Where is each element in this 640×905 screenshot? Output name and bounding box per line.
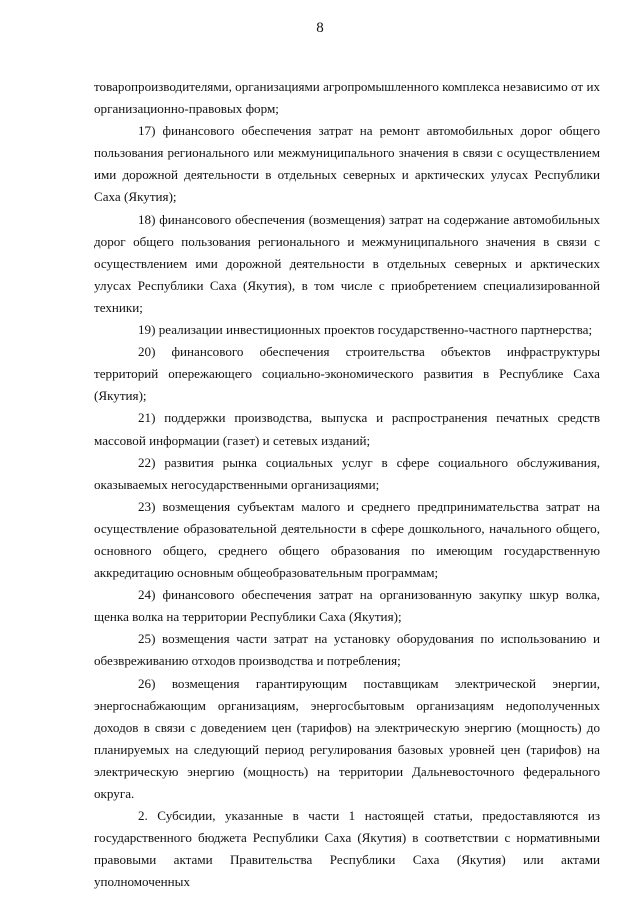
list-item-20: 20) финансового обеспечения строительства объектов инфраструктуры территорий опережающего социально-экономического развития в Республике Саха (Якутия); [94, 344, 600, 404]
list-item-24: 24) финансового обеспечения затрат на организованную закупку шкур волка, щенка волка на территории Республики Саха (Якутия); [94, 587, 600, 625]
list-item-26: 26) возмещения гарантирующим поставщикам электрической энергии, энергоснабжающим организациям, энергосбытовым организациям недополученных доходов в связи с доведением цен (тарифов) на электрическую энергию (мощность) до планируемых на следующий период регулирования базовых уровней цен (тарифов) на электрическую энергию (мощность) на территории Дальневосточного федерального округа. [94, 675, 600, 801]
list-item-25: 25) возмещения части затрат на установку оборудования по использованию и обезвреживанию отходов производства и потребления; [94, 631, 600, 669]
list-item-18: 18) финансового обеспечения (возмещения) затрат на содержание автомобильных дорог общего пользования регионального и межмуниципального значения в связи с осуществлением ими дорожной деятельности в отдельных северных и арктических улусах Республики Саха (Якутия), в том числе с приобретением специализированной техники; [94, 211, 600, 315]
list-item-19: 19) реализации инвестиционных проектов государственно-частного партнерства; [138, 322, 593, 338]
document-body [94, 76, 600, 893]
list-item-22: 22) развития рынка социальных услуг в сфере социального обслуживания, оказываемых негосударственными организациями; [94, 454, 600, 492]
section-2-paragraph: 2. Субсидии, указанные в части 1 настоящей статьи, предоставляются из государственного бюджета Республики Саха (Якутия) в соответствии с нормативными правовыми актами Правительства Республики Саха (Якутия) или актами уполномоченных [94, 808, 600, 890]
paragraph-continuation: товаропроизводителями, организациями агропромышленного комплекса независимо от их организационно-правовых форм; [94, 79, 600, 117]
list-item-17: 17) финансового обеспечения затрат на ремонт автомобильных дорог общего пользования регионального или межмуниципального значения в связи с осуществлением ими дорожной деятельности в отдельных северных и арктических улусах Республики Саха (Якутия); [94, 123, 600, 205]
list-item-21: 21) поддержки производства, выпуска и распространения печатных средств массовой информации (газет) и сетевых изданий; [94, 410, 600, 448]
list-item-23: 23) возмещения субъектам малого и среднего предпринимательства затрат на осуществление образовательной деятельности в сфере дошкольного, начального общего, основного общего, среднего общего образования по имеющим государственную аккредитацию основным общеобразовательным программам; [94, 498, 600, 581]
page-number: 8 [316, 20, 324, 36]
